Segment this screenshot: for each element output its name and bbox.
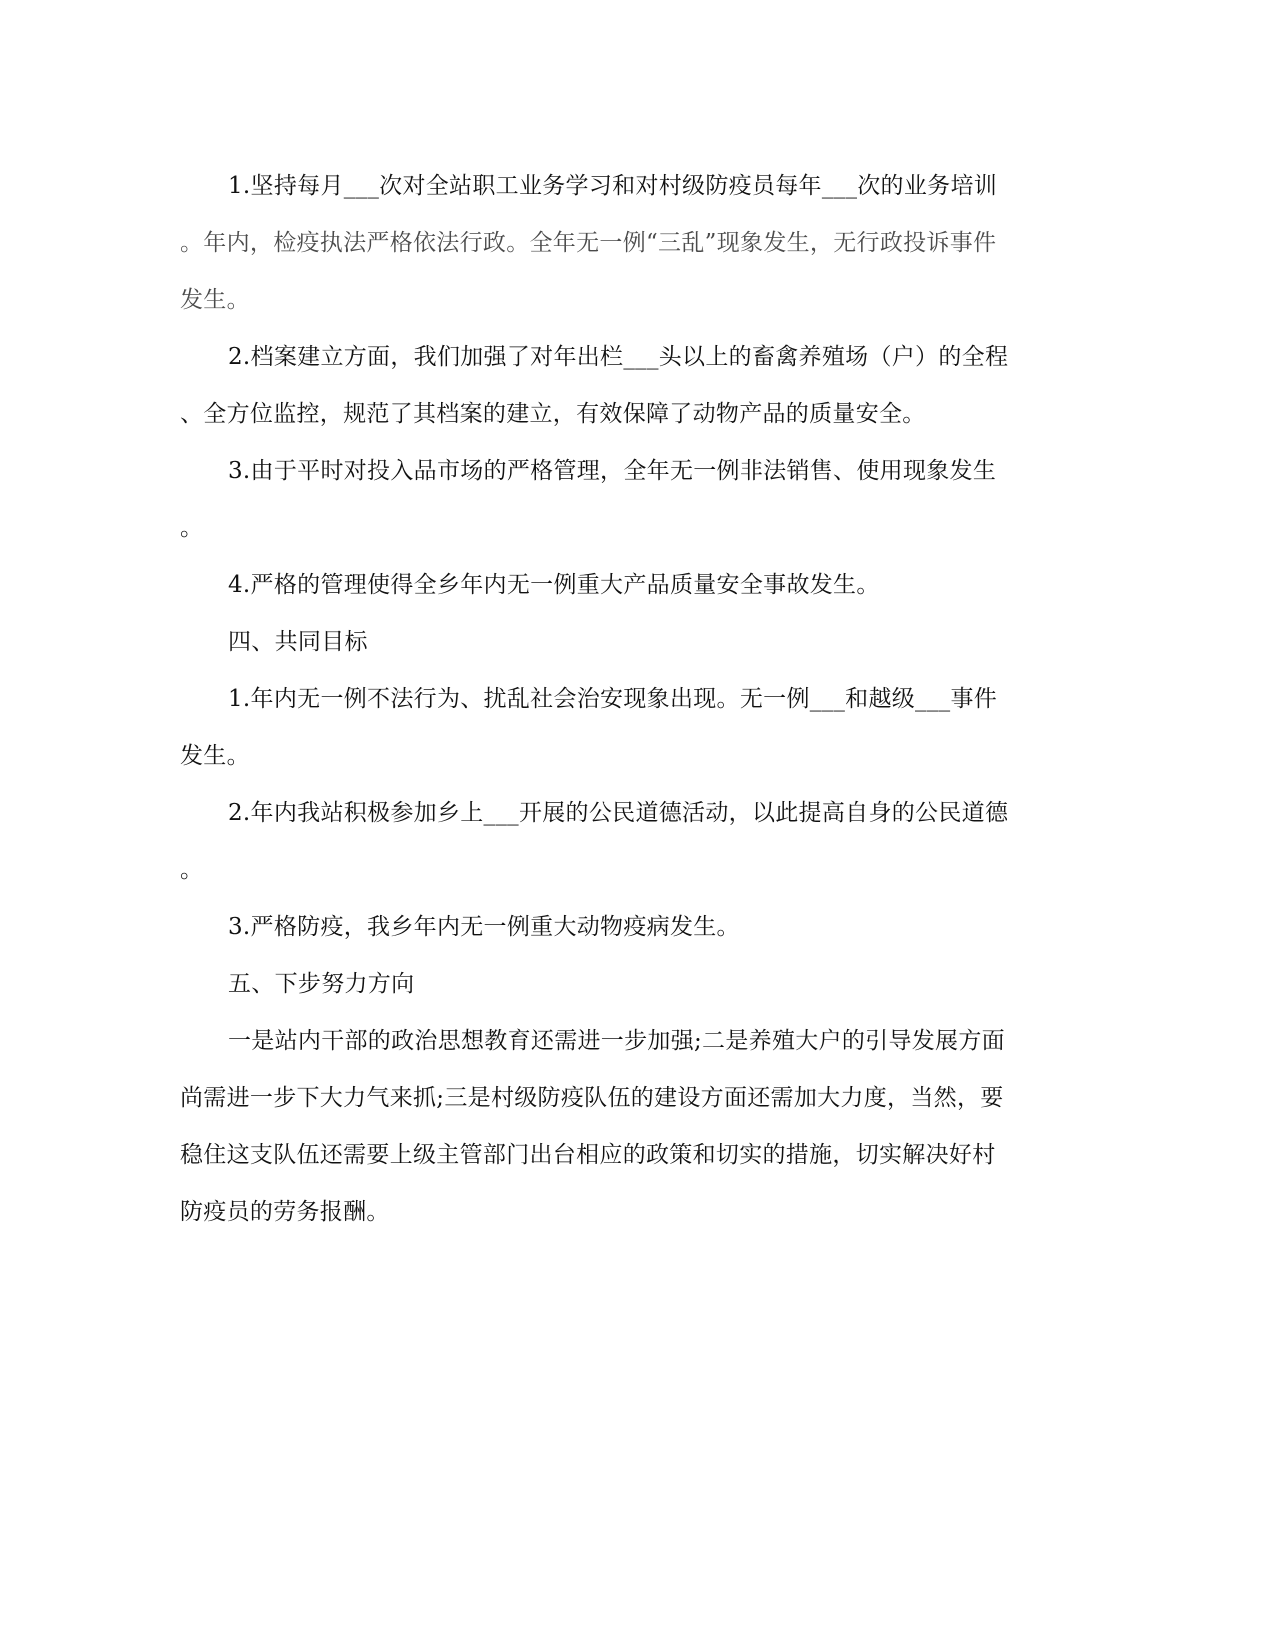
- section-heading-direction: 五、下步努力方向: [228, 971, 415, 997]
- paragraph-6-line-1: 2.年内我站积极参加乡上___开展的公民道德活动，以此提高自身的公民道德: [228, 800, 1009, 826]
- paragraph-3-line-2: 。: [180, 515, 204, 541]
- paragraph-5-line-1: 1.年内无一例不法行为、扰乱社会治安现象出现。无一例___和越级___事件: [228, 686, 998, 712]
- paragraph-7-line-1: 3.严格防疫，我乡年内无一例重大动物疫病发生。: [228, 914, 740, 940]
- paragraph-5-line-2: 发生。: [180, 743, 250, 769]
- paragraph-8-line-2: 尚需进一步下大力气来抓;三是村级防疫队伍的建设方面还需加大力度，当然，要: [180, 1085, 1004, 1111]
- paragraph-1-line-3: 发生。: [180, 287, 250, 313]
- paragraph-1-line-1: 1.坚持每月___次对全站职工业务学习和对村级防疫员每年___次的业务培训: [228, 173, 998, 199]
- paragraph-8-line-3: 稳住这支队伍还需要上级主管部门出台相应的政策和切实的措施，切实解决好村: [180, 1142, 996, 1168]
- paragraph-4-line-1: 4.严格的管理使得全乡年内无一例重大产品质量安全事故发生。: [228, 572, 880, 598]
- paragraph-3-line-1: 3.由于平时对投入品市场的严格管理，全年无一例非法销售、使用现象发生: [228, 458, 997, 484]
- paragraph-8-line-4: 防疫员的劳务报酬。: [180, 1199, 390, 1225]
- document-page: [180, 158, 1040, 1241]
- paragraph-1-line-2: 。年内，检疫执法严格依法行政。全年无一例“三乱”现象发生，无行政投诉事件: [180, 230, 997, 256]
- paragraph-2-line-2: 、全方位监控，规范了其档案的建立，有效保障了动物产品的质量安全。: [180, 401, 926, 427]
- paragraph-8-line-1: 一是站内干部的政治思想教育还需进一步加强;二是养殖大户的引导发展方面: [228, 1028, 1005, 1054]
- paragraph-6-line-2: 。: [180, 857, 204, 883]
- section-heading-goals: 四、共同目标: [228, 629, 368, 655]
- paragraph-2-line-1: 2.档案建立方面，我们加强了对年出栏___头以上的畜禽养殖场（户）的全程: [228, 344, 1009, 370]
